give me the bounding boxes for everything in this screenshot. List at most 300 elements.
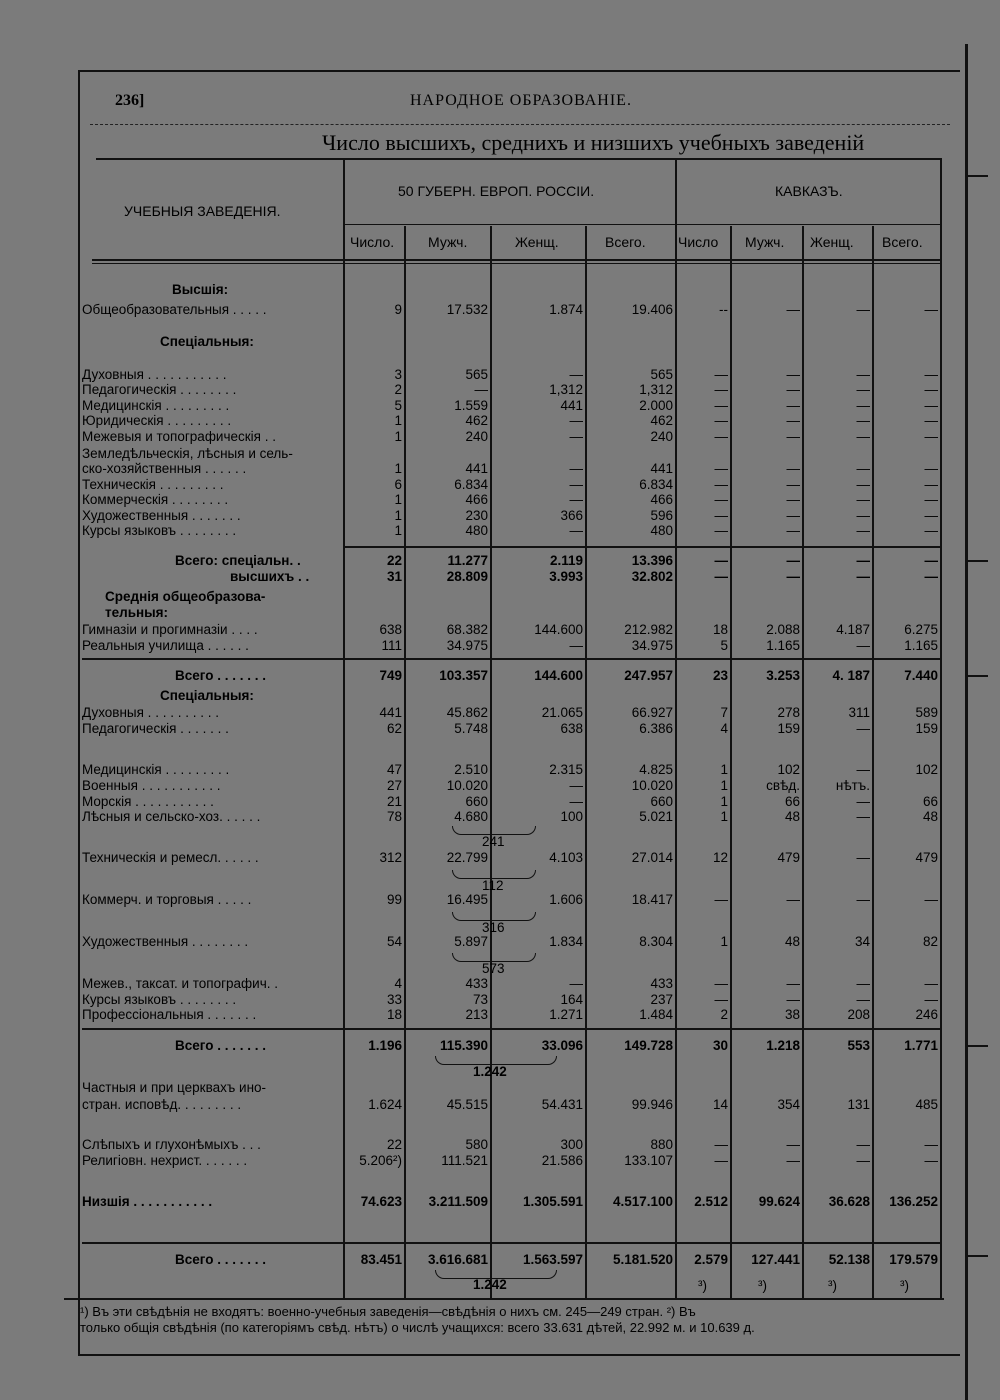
table-cell: 1 [720, 794, 728, 809]
col-header: Мужч. [428, 234, 468, 250]
table-cell: 22.799 [446, 850, 488, 865]
table-cell: 164 [560, 992, 583, 1007]
table-cell: — [856, 850, 870, 865]
table-cell: — [786, 523, 800, 538]
table-cell: 1.305.591 [522, 1194, 583, 1209]
table-cell: 479 [915, 850, 938, 865]
table-cell: 9 [394, 302, 402, 317]
table-cell: 2.512 [694, 1194, 728, 1209]
table-cell: 1.771 [904, 1038, 938, 1053]
table-cell: 6 [394, 477, 402, 492]
table-cell: 2 [394, 382, 402, 397]
table-cell: 441 [465, 461, 488, 476]
col-rule [675, 160, 677, 1298]
row-label: ско-хозяйственныя . . . . . . [82, 461, 247, 476]
table-cell: 34.975 [446, 638, 488, 653]
table-cell: 27 [386, 778, 402, 793]
row-label: Медицинскія . . . . . . . . . [82, 762, 230, 777]
table-cell: — [856, 398, 870, 413]
table-cell: — [786, 553, 800, 568]
table-cell: 1.874 [549, 302, 583, 317]
table-cell: 1,312 [549, 382, 583, 397]
table-cell: 136.252 [889, 1194, 938, 1209]
table-cell: 127.441 [751, 1252, 800, 1267]
row-label: Низшія . . . . . . . . . . . [82, 1194, 213, 1209]
table-cell: — [856, 367, 870, 382]
table-cell: — [714, 523, 728, 538]
table-cell: — [569, 523, 583, 538]
table-cell: 246 [915, 1007, 938, 1022]
table-cell: — [924, 569, 938, 584]
table-cell: 111.521 [441, 1153, 488, 1168]
header-bottom-rule-2 [92, 263, 942, 264]
table-cell: — [856, 762, 870, 777]
table-cell: 5.021 [639, 809, 673, 824]
table-cell: 247.957 [624, 668, 673, 683]
col-rule [585, 226, 587, 1298]
table-cell: 21 [386, 794, 402, 809]
table-cell: 14 [712, 1097, 728, 1112]
col-header: Всего. [882, 234, 923, 250]
table-cell: — [714, 367, 728, 382]
table-cell: — [924, 429, 938, 444]
table-cell: 208 [847, 1007, 870, 1022]
table-cell: 4.517.100 [612, 1194, 673, 1209]
table-cell: — [786, 398, 800, 413]
table-cell: 660 [465, 794, 488, 809]
table-cell: 23 [712, 668, 728, 683]
table-cell: 4.187 [836, 622, 870, 637]
table-cell: — [714, 413, 728, 428]
header-institutions: УЧЕБНЫЯ ЗАВЕДЕНІЯ. [124, 203, 281, 219]
edge-tick [966, 1045, 988, 1047]
table-cell: 21.065 [541, 705, 583, 720]
table-cell: — [714, 553, 728, 568]
row-label: Курсы языковъ . . . . . . . . [82, 992, 237, 1007]
header-group-russia: 50 ГУБЕРН. ЕВРОП. РОССІИ. [398, 183, 595, 199]
table-cell: 131 [847, 1097, 870, 1112]
table-cell: — [569, 429, 583, 444]
table-cell: 1 [394, 508, 402, 523]
table-cell: — [856, 721, 870, 736]
table-cell: 18 [386, 1007, 402, 1022]
table-cell: 1 [394, 429, 402, 444]
table-cell: — [856, 461, 870, 476]
table-cell: 2.088 [766, 622, 800, 637]
table-cell: 485 [915, 1097, 938, 1112]
table-cell: 5.897 [454, 934, 488, 949]
col-rule [730, 226, 732, 1298]
row-label: Межевыя и топографическія . . [82, 429, 276, 444]
table-cell: 179.579 [889, 1252, 938, 1267]
section-rule [82, 658, 942, 660]
row-label: Юридическія . . . . . . . . . [82, 413, 232, 428]
table-cell: — [924, 492, 938, 507]
table-cell: 66.927 [631, 705, 673, 720]
table-cell: — [786, 508, 800, 523]
table-cell: 580 [465, 1137, 488, 1152]
table-cell: — [786, 1153, 800, 1168]
table-cell: — [856, 302, 870, 317]
table-cell: — [569, 461, 583, 476]
table-cell: 2 [720, 1007, 728, 1022]
table-cell: — [786, 976, 800, 991]
table-cell: свѣд. [766, 778, 800, 793]
table-cell: — [714, 1137, 728, 1152]
table-cell: 565 [465, 367, 488, 382]
table-cell: 480 [465, 523, 488, 538]
table-cell: 28.809 [446, 569, 488, 584]
table-cell: 1 [720, 778, 728, 793]
table-cell: 33.096 [541, 1038, 583, 1053]
table-cell: 3.253 [766, 668, 800, 683]
table-cell: — [714, 461, 728, 476]
table-cell: 47 [386, 762, 402, 777]
table-cell: 8.304 [639, 934, 673, 949]
table-cell: — [786, 1137, 800, 1152]
table-cell: 73 [472, 992, 488, 1007]
table-cell: 149.728 [624, 1038, 673, 1053]
table-cell: — [856, 523, 870, 538]
table-cell: — [924, 302, 938, 317]
table-cell: 103.357 [439, 668, 488, 683]
table-cell: 18.417 [631, 892, 673, 907]
table-cell: 17.532 [446, 302, 488, 317]
table-cell: — [474, 382, 488, 397]
row-label: Межев., таксат. и топографич. . [82, 976, 278, 991]
table-cell: 133.107 [624, 1153, 673, 1168]
table-cell: 3 [394, 367, 402, 382]
running-title: НАРОДНОЕ ОБРАЗОВАНІЕ. [410, 92, 632, 109]
table-cell: 102 [915, 762, 938, 777]
table-cell: 22 [386, 553, 402, 568]
table-cell: 240 [650, 429, 673, 444]
col-rule [343, 160, 345, 1298]
col-rule [872, 226, 874, 1298]
table-cell: 480 [650, 523, 673, 538]
col-header: Всего. [605, 234, 646, 250]
table-cell: 111 [381, 638, 402, 653]
table-cell: 441 [650, 461, 673, 476]
table-cell: — [924, 382, 938, 397]
table-cell: — [856, 382, 870, 397]
table-cell: — [714, 382, 728, 397]
table-cell: 7 [720, 705, 728, 720]
table-cell: 2.510 [454, 762, 488, 777]
table-top-rule [96, 158, 942, 160]
page-edge-rule [965, 44, 968, 1400]
row-label: Педагогическія . . . . . . . . [82, 382, 237, 397]
row-label: Духовныя . . . . . . . . . . [82, 705, 219, 720]
col-header: Мужч. [745, 234, 785, 250]
table-cell: — [786, 367, 800, 382]
table-cell: 11.277 [447, 553, 488, 568]
table-cell: — [569, 477, 583, 492]
table-cell: 553 [847, 1038, 870, 1053]
table-cell: 1 [394, 523, 402, 538]
row-label: Общеобразовательныя . . . . . [82, 302, 267, 317]
table-cell: 30 [712, 1038, 728, 1053]
table-cell: 144.600 [534, 668, 583, 683]
col-header: Число [678, 234, 719, 250]
header-bottom-rule [92, 259, 942, 261]
row-label: Гимназіи и прогимназіи . . . . [82, 622, 258, 637]
table-cell: 2.119 [549, 553, 583, 568]
table-cell: 54 [386, 934, 402, 949]
table-cell: 1.559 [454, 398, 488, 413]
table-cell: 62 [386, 721, 402, 736]
table-cell: -- [719, 302, 728, 317]
table-cell: 2.000 [639, 398, 673, 413]
table-cell: — [714, 492, 728, 507]
table-cell: — [856, 477, 870, 492]
table-cell: — [924, 398, 938, 413]
table-cell: 102 [777, 762, 800, 777]
table-cell: — [786, 382, 800, 397]
table-cell: — [924, 523, 938, 538]
table-cell: 45.862 [446, 705, 488, 720]
table-cell: 441 [560, 398, 583, 413]
table-cell: — [924, 976, 938, 991]
table-cell: 21.586 [541, 1153, 583, 1168]
row-label: Художественныя . . . . . . . . [82, 934, 249, 949]
table-cell: 462 [465, 413, 488, 428]
table-cell: — [924, 461, 938, 476]
section-heading: Спеціальныя: [160, 688, 254, 703]
table-cell: 83.451 [360, 1252, 402, 1267]
brace-note: 241 [482, 834, 505, 849]
table-cell: 4 [394, 976, 402, 991]
row-label: Частныя и при церквахъ ино- [82, 1080, 267, 1095]
row-label: Техническія . . . . . . . . . [82, 477, 224, 492]
table-cell: — [924, 477, 938, 492]
table-cell: — [856, 413, 870, 428]
table-cell: — [856, 794, 870, 809]
section-rule [345, 546, 942, 548]
table-cell: 45.515 [446, 1097, 488, 1112]
table-cell: — [924, 1137, 938, 1152]
row-label: Медицинскія . . . . . . . . . [82, 398, 230, 413]
table-cell: 354 [777, 1097, 800, 1112]
table-cell: 462 [650, 413, 673, 428]
table-cell: — [856, 809, 870, 824]
table-cell: 278 [777, 705, 800, 720]
table-cell: 311 [848, 705, 870, 720]
table-cell: 36.628 [828, 1194, 870, 1209]
table-cell: 99.946 [631, 1097, 673, 1112]
footnote-mark: ³) [698, 1278, 707, 1293]
section-heading: Среднія общеобразова- [105, 589, 266, 604]
row-label: Техническія и ремесл. . . . . . [82, 850, 259, 865]
col-header: Женщ. [810, 234, 854, 250]
table-cell: — [856, 569, 870, 584]
table-cell: 1.606 [549, 892, 583, 907]
table-cell: 3.211.509 [428, 1194, 488, 1209]
footnote-mark: ³) [900, 1278, 909, 1293]
table-cell: 34 [854, 934, 870, 949]
table-cell: 99.624 [758, 1194, 800, 1209]
table-cell: — [856, 1153, 870, 1168]
table-cell: 1 [720, 762, 728, 777]
row-label: Курсы языковъ . . . . . . . . [82, 523, 237, 538]
table-cell: 237 [650, 992, 673, 1007]
col-rule [490, 226, 492, 1298]
col-rule [802, 226, 804, 1298]
table-cell: 33 [386, 992, 402, 1007]
table-cell: 74.623 [360, 1194, 402, 1209]
table-cell: 100 [560, 809, 583, 824]
table-cell: 48 [784, 934, 800, 949]
table-cell: 1 [720, 934, 728, 949]
table-cell: 22 [386, 1137, 402, 1152]
row-label: Военныя . . . . . . . . . . . [82, 778, 221, 793]
row-label: Всего: спеціальн. . [175, 553, 301, 568]
col-rule [404, 226, 406, 1298]
table-cell: 159 [915, 721, 938, 736]
table-cell: 48 [784, 809, 800, 824]
table-cell: — [714, 477, 728, 492]
table-cell: — [924, 367, 938, 382]
col-header: Женщ. [515, 234, 559, 250]
table-cell: 38 [784, 1007, 800, 1022]
table-cell: 466 [650, 492, 673, 507]
table-cell: 212.982 [624, 622, 673, 637]
table-cell: 82 [922, 934, 938, 949]
table-cell: 441 [379, 705, 402, 720]
table-cell: 589 [915, 705, 938, 720]
table-cell: — [714, 1153, 728, 1168]
edge-tick [966, 560, 988, 562]
table-cell: 52.138 [828, 1252, 870, 1267]
table-cell: — [924, 508, 938, 523]
table-cell: — [856, 892, 870, 907]
table-cell: — [786, 461, 800, 476]
table-cell: 1.484 [639, 1007, 673, 1022]
table-cell: 6.834 [639, 477, 673, 492]
table-cell: — [856, 992, 870, 1007]
table-cell: 12 [712, 850, 728, 865]
table-cell: 6.386 [639, 721, 673, 736]
table-cell: 433 [465, 976, 488, 991]
table-cell: — [856, 1137, 870, 1152]
brace-note: 112 [482, 878, 504, 893]
table-cell: 1.624 [368, 1097, 402, 1112]
table-cell: — [569, 492, 583, 507]
table-cell: 115.390 [439, 1038, 488, 1053]
table-cell: — [714, 398, 728, 413]
row-label: высшихъ . . [230, 569, 310, 584]
table-cell: 144.600 [534, 622, 583, 637]
table-cell: 880 [650, 1137, 673, 1152]
table-cell: — [569, 413, 583, 428]
row-label: Коммерч. и торговыя . . . . . [82, 892, 252, 907]
table-cell: 466 [465, 492, 488, 507]
row-label: Духовныя . . . . . . . . . . . [82, 367, 227, 382]
table-cell: 3.993 [549, 569, 583, 584]
page-number: 236] [115, 92, 145, 109]
row-label: Лѣсныя и сельско-хоз. . . . . . [82, 809, 261, 824]
table-cell: 3.616.681 [427, 1252, 488, 1267]
section-rule [82, 1028, 942, 1030]
table-cell: 32.802 [631, 569, 673, 584]
table-cell: 565 [650, 367, 673, 382]
table-cell: 1 [394, 461, 402, 476]
table-cell: 7.440 [904, 668, 938, 683]
table-cell: — [856, 429, 870, 444]
table-cell: 13.396 [631, 553, 673, 568]
table-cell: 300 [560, 1137, 583, 1152]
table-cell: — [786, 429, 800, 444]
table-cell: 4.825 [639, 762, 673, 777]
footnote-mark: ³) [828, 1278, 837, 1293]
table-cell: 1.218 [766, 1038, 800, 1053]
section-heading: Высшія: [172, 282, 229, 297]
table-cell: 6.275 [904, 622, 938, 637]
table-cell: 366 [560, 508, 583, 523]
col-rule [940, 160, 942, 1298]
section-heading: Спеціальныя: [160, 334, 254, 349]
table-cell: — [786, 413, 800, 428]
table-cell: 16.495 [446, 892, 488, 907]
table-cell: нѣтъ. [835, 778, 870, 793]
col-header: Число. [350, 234, 395, 250]
section-rule [82, 1242, 942, 1244]
table-cell: 1.165 [904, 638, 938, 653]
table-cell: 5.206²) [359, 1153, 402, 1168]
table-cell: 638 [379, 622, 402, 637]
edge-tick [966, 1255, 988, 1257]
table-cell: — [856, 638, 870, 653]
table-cell: 99 [386, 892, 402, 907]
table-cell: 5 [720, 638, 728, 653]
brace-note: 316 [482, 920, 505, 935]
table-cell: 230 [465, 508, 488, 523]
table-cell: — [856, 553, 870, 568]
table-cell: — [924, 892, 938, 907]
row-label: Всего . . . . . . . [175, 1252, 266, 1267]
table-cell: 48 [922, 809, 938, 824]
table-cell: 78 [386, 809, 402, 824]
table-cell: 66 [922, 794, 938, 809]
table-cell: — [714, 569, 728, 584]
page-header [115, 92, 915, 114]
table-cell: 1.165 [766, 638, 800, 653]
brace-note: 573 [482, 961, 505, 976]
row-label: Слѣпыхъ и глухонѣмыхъ . . . [82, 1137, 261, 1152]
table-cell: — [924, 553, 938, 568]
table-cell: 6.834 [454, 477, 488, 492]
table-cell: — [569, 638, 583, 653]
table-cell: — [786, 992, 800, 1007]
table-cell: — [924, 992, 938, 1007]
table-cell: — [856, 492, 870, 507]
table-cell: 68.382 [446, 622, 488, 637]
table-cell: 2.315 [549, 762, 583, 777]
table-cell: — [714, 508, 728, 523]
section-heading: тельныя: [105, 605, 169, 620]
table-cell: 31 [386, 569, 402, 584]
table-cell: 10.020 [631, 778, 673, 793]
table-cell: 240 [465, 429, 488, 444]
table-cell: 34.975 [631, 638, 673, 653]
table-cell: — [569, 778, 583, 793]
table-cell: 4 [720, 721, 728, 736]
table-cell: — [714, 429, 728, 444]
table-cell: 1 [394, 413, 402, 428]
row-label: Педагогическія . . . . . . . [82, 721, 229, 736]
table-cell: — [786, 892, 800, 907]
table-cell: — [569, 367, 583, 382]
